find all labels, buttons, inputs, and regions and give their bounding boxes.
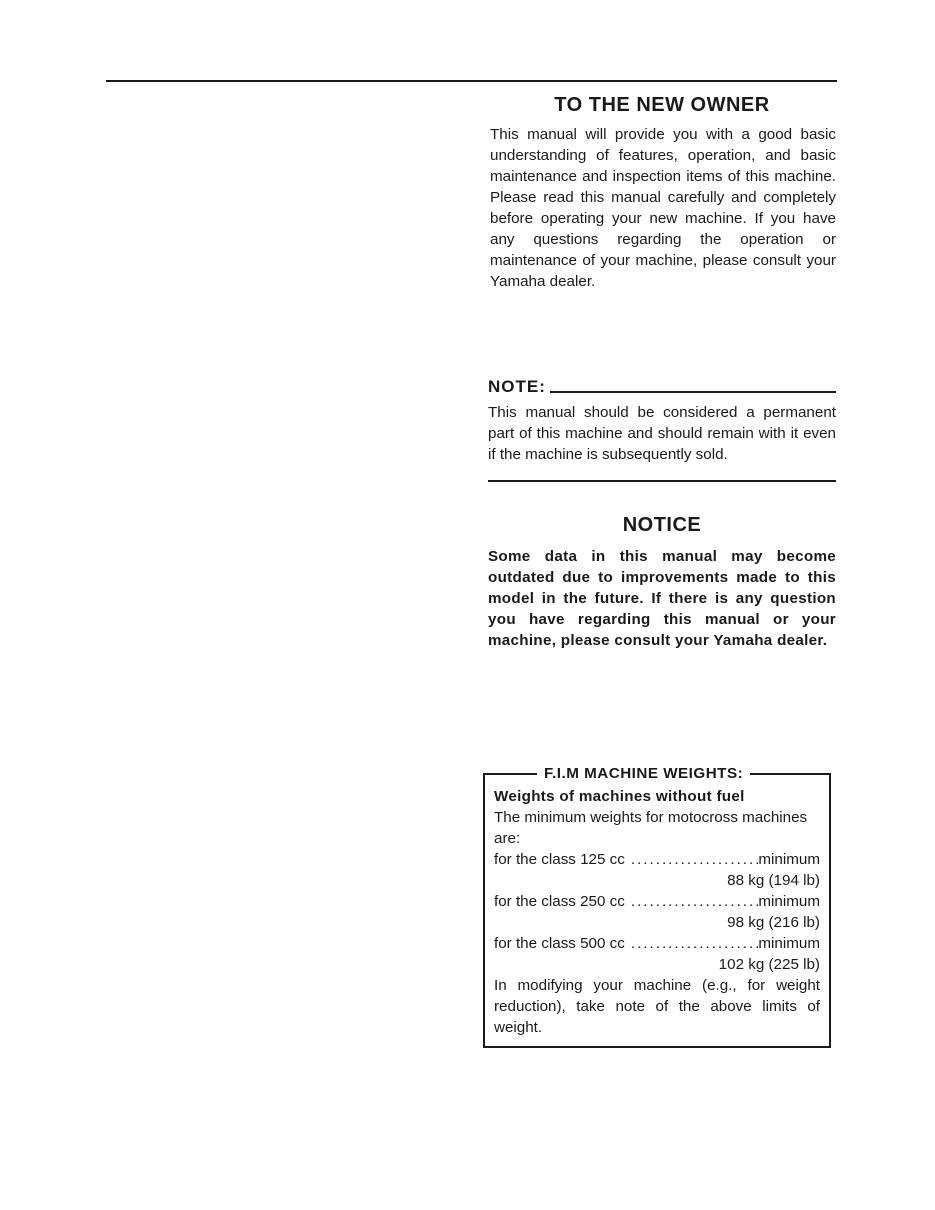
leader-dots [631, 891, 759, 912]
top-divider [106, 80, 837, 82]
fim-row-500 [494, 933, 820, 954]
fim-content [494, 786, 820, 1038]
intro-section [488, 94, 836, 292]
fim-header-rule-left [483, 773, 537, 775]
fim-row-label: for the class 500 cc [494, 935, 625, 952]
note-paragraph: This manual should be considered a permanent part of this machine and should remain with it even if the machine is subsequently sold. [488, 404, 836, 463]
intro-paragraph: This manual will provide you with a good basic understanding of features, operation, and basic maintenance and inspection items of this machine. Please read this manual carefully and completely before operating your new machine. If you have any questions regarding the operation or maintenance of your machine, please consult your Yamaha dealer. [490, 126, 836, 290]
page-title: TO THE NEW OWNER [554, 94, 770, 116]
fim-row-weight: 88 kg (194 lb) [727, 872, 820, 889]
note-bottom-rule [488, 480, 836, 482]
fim-title: F.I.M MACHINE WEIGHTS: [537, 765, 750, 782]
notice-paragraph: Some data in this manual may become outdated due to improvements made to this model in the future. If there is any question you have regarding this manual or your machine, please consult your Yamaha dealer. [488, 548, 836, 649]
fim-row-label: for the class 250 cc [494, 893, 625, 910]
note-label: NOTE: [488, 377, 546, 396]
leader-dots [631, 933, 759, 954]
fim-row-label: for the class 125 cc [494, 851, 625, 868]
note-header-rule [550, 391, 836, 393]
fim-row-weight: 102 kg (225 lb) [718, 956, 820, 973]
note-section [488, 377, 836, 482]
fim-row-weight: 98 kg (216 lb) [727, 914, 820, 931]
fim-weights-box [483, 765, 831, 1048]
notice-section [488, 514, 836, 651]
fim-row-min: minimum [758, 851, 820, 868]
note-header [488, 377, 836, 397]
leader-dots [631, 849, 759, 870]
fim-row-min: minimum [758, 893, 820, 910]
fim-intro: The minimum weights for motocross machines are: [494, 809, 808, 847]
fim-row-250 [494, 891, 820, 912]
fim-subtitle: Weights of machines without fuel [494, 788, 745, 805]
fim-header-rule-right [750, 773, 831, 775]
notice-title: NOTICE [622, 514, 702, 536]
fim-row-min: minimum [758, 935, 820, 952]
fim-row-125 [494, 849, 820, 870]
fim-footer: In modifying your machine (e.g., for weight reduction), take note of the above limits of weight. [494, 977, 820, 1036]
